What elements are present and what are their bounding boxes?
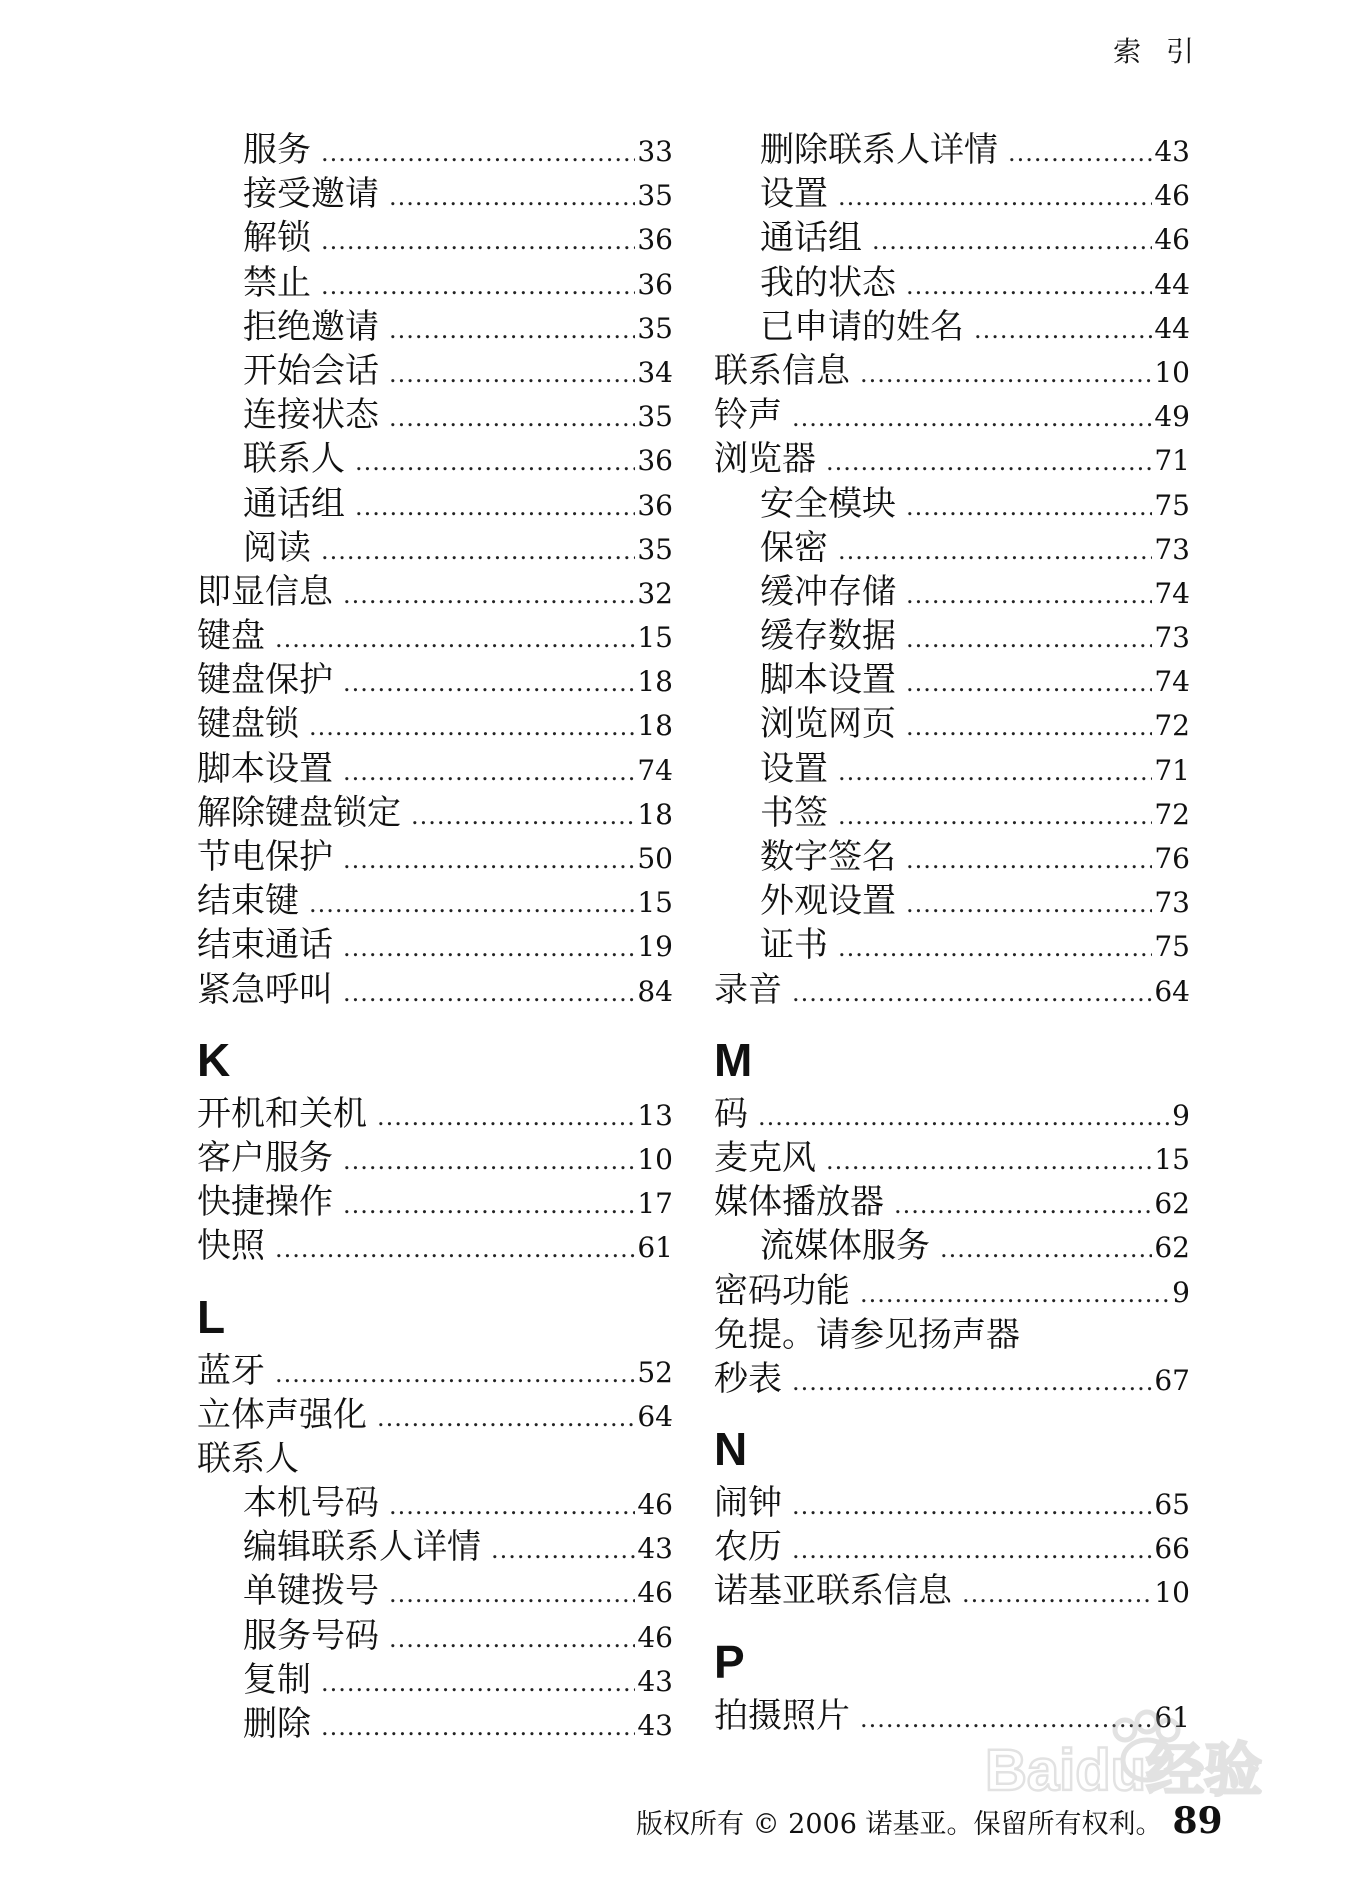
dot-leader <box>860 1272 1170 1316</box>
entry-term: 解锁 <box>243 218 311 259</box>
entry-term: 阅读 <box>243 527 311 568</box>
entry-term: 码 <box>714 1093 748 1134</box>
entry-term: 客户服务 <box>197 1137 333 1178</box>
baidu-watermark <box>975 1700 1285 1800</box>
index-subentry <box>714 747 1190 791</box>
entry-page-number: 64 <box>637 1399 673 1433</box>
dot-leader <box>758 1095 1170 1139</box>
entry-page-number: 74 <box>1154 576 1190 610</box>
entry-term: 通话组 <box>760 218 862 259</box>
dot-leader <box>321 1705 635 1749</box>
dot-leader <box>838 926 1152 970</box>
index-entry <box>197 791 673 835</box>
entry-page-number: 43 <box>1154 135 1190 168</box>
index-subentry <box>714 570 1190 614</box>
index-subentry <box>714 658 1190 702</box>
index-letter-heading: P <box>714 1635 745 1688</box>
dot-leader <box>491 1528 635 1572</box>
dot-leader <box>826 1139 1152 1183</box>
index-subentry <box>714 128 1190 172</box>
entry-term: 安全模块 <box>760 483 896 524</box>
index-entry <box>197 702 673 746</box>
entry-term: 录音 <box>714 969 782 1010</box>
entry-term: 快照 <box>197 1226 265 1267</box>
dot-leader <box>389 175 635 219</box>
entry-page-number: 66 <box>1154 1532 1190 1566</box>
dot-leader <box>355 485 635 529</box>
entry-page-number: 19 <box>637 930 673 964</box>
dot-leader <box>343 1183 635 1227</box>
entry-page-number: 43 <box>637 1709 673 1742</box>
index-subentry <box>197 482 673 526</box>
index-entry <box>714 1569 1190 1613</box>
dot-leader <box>792 1360 1152 1404</box>
watermark-text: Baidu经验 <box>985 1738 1263 1800</box>
dot-leader <box>962 1572 1152 1616</box>
entry-page-number: 18 <box>637 797 673 831</box>
entry-term: 键盘保护 <box>197 660 333 701</box>
index-entry <box>714 393 1190 437</box>
entry-term: 禁止 <box>243 262 311 303</box>
dot-leader <box>974 308 1152 352</box>
entry-page-number: 36 <box>637 223 673 257</box>
index-letter-heading: N <box>714 1423 748 1476</box>
entry-page-number: 10 <box>637 1142 673 1176</box>
entry-page-number: 46 <box>637 1488 673 1522</box>
index-subentry <box>197 216 673 260</box>
entry-term: 联系人 <box>243 439 345 480</box>
entry-page-number: 75 <box>1154 930 1190 964</box>
index-entry <box>197 1393 673 1437</box>
entry-page-number: 35 <box>637 311 673 345</box>
dot-leader <box>321 529 635 573</box>
entry-term: 解除键盘锁定 <box>197 792 401 833</box>
index-entry <box>714 1313 1190 1357</box>
entry-page-number: 73 <box>1154 621 1190 655</box>
index-entry <box>197 835 673 879</box>
page-number: 89 <box>1172 1800 1223 1842</box>
entry-page-number: 35 <box>637 400 673 434</box>
entry-term: 书签 <box>760 792 828 833</box>
dot-leader <box>792 396 1152 440</box>
entry-term: 我的状态 <box>760 262 896 303</box>
index-entry <box>197 614 673 658</box>
entry-term: 脚本设置 <box>760 660 896 701</box>
index-entry <box>714 437 1190 481</box>
entry-page-number: 65 <box>1154 1488 1190 1522</box>
entry-page-number: 17 <box>637 1187 673 1221</box>
entry-page-number: 32 <box>637 576 673 610</box>
entry-term: 节电保护 <box>197 837 333 877</box>
entry-term: 服务号码 <box>243 1615 379 1656</box>
index-subentry <box>197 1525 673 1569</box>
entry-term: 开始会话 <box>243 350 379 391</box>
index-subentry <box>714 791 1190 835</box>
entry-page-number: 18 <box>637 665 673 699</box>
index-subentry <box>197 1702 673 1746</box>
entry-page-number: 10 <box>1154 1576 1190 1610</box>
index-entry <box>197 1136 673 1180</box>
entry-page-number: 46 <box>637 1620 673 1654</box>
entry-page-number: 43 <box>637 1664 673 1698</box>
entry-page-number: 10 <box>1154 355 1190 389</box>
index-entry <box>197 968 673 1012</box>
dot-leader <box>389 396 635 440</box>
dot-leader <box>275 617 635 661</box>
entry-term: 删除联系人详情 <box>760 130 998 170</box>
index-subentry <box>714 835 1190 879</box>
dot-leader <box>321 219 635 263</box>
index-entry <box>197 658 673 702</box>
entry-page-number: 72 <box>1154 709 1190 743</box>
entry-page-number: 74 <box>637 753 673 787</box>
entry-term: 结束键 <box>197 881 299 922</box>
entry-term: 即显信息 <box>197 571 333 612</box>
index-letter-heading: M <box>714 1033 753 1086</box>
entry-term: 联系信息 <box>714 350 850 391</box>
entry-page-number: 35 <box>637 179 673 213</box>
index-entry <box>197 570 673 614</box>
dot-leader <box>389 1572 635 1616</box>
index-subentry <box>714 482 1190 526</box>
entry-term: 删除 <box>243 1704 311 1744</box>
dot-leader <box>906 264 1152 308</box>
index-entry <box>714 349 1190 393</box>
entry-page-number: 15 <box>1154 1142 1190 1176</box>
entry-page-number: 35 <box>637 532 673 566</box>
index-entry <box>714 1136 1190 1180</box>
entry-term: 通话组 <box>243 483 345 524</box>
index-subentry <box>714 923 1190 967</box>
entry-term: 快捷操作 <box>197 1182 333 1223</box>
entry-term: 蓝牙 <box>197 1350 265 1391</box>
dot-leader <box>906 882 1152 926</box>
dot-leader <box>275 1227 635 1271</box>
index-entry <box>197 1224 673 1268</box>
index-subentry <box>714 879 1190 923</box>
paw-icon <box>975 1700 1285 1800</box>
entry-term: 复制 <box>243 1659 311 1700</box>
entry-term: 外观设置 <box>760 881 896 922</box>
index-column-right <box>714 128 1190 1738</box>
index-subentry <box>197 437 673 481</box>
entry-term: 键盘锁 <box>197 704 299 745</box>
dot-leader <box>343 838 635 882</box>
entry-page-number: 44 <box>1154 267 1190 301</box>
index-letter-heading: K <box>197 1033 231 1086</box>
entry-page-number: 61 <box>637 1231 673 1265</box>
entry-term: 服务 <box>243 130 311 170</box>
dot-leader <box>838 794 1152 838</box>
dot-leader <box>343 971 635 1015</box>
dot-leader <box>906 705 1152 749</box>
entry-term: 铃声 <box>714 395 782 436</box>
dot-leader <box>389 1617 635 1661</box>
entry-page-number: 67 <box>1154 1363 1190 1397</box>
index-subentry <box>197 393 673 437</box>
entry-page-number: 13 <box>637 1098 673 1132</box>
entry-term: 缓存数据 <box>760 616 896 657</box>
dot-leader <box>894 1183 1152 1227</box>
entry-term: 密码功能 <box>714 1270 850 1311</box>
index-entry <box>197 1180 673 1224</box>
dot-leader <box>906 617 1152 661</box>
copyright-text: 版权所有 © 2006 诺基亚。保留所有权利。 <box>636 1809 1163 1840</box>
entry-page-number: 9 <box>1172 1275 1190 1309</box>
dot-leader <box>872 219 1152 263</box>
dot-leader <box>389 352 635 396</box>
index-entry <box>714 1269 1190 1313</box>
dot-leader <box>411 794 635 838</box>
index-subentry <box>197 172 673 216</box>
dot-leader <box>792 971 1152 1015</box>
dot-leader <box>838 750 1152 794</box>
entry-page-number: 9 <box>1172 1098 1190 1132</box>
index-entry <box>714 1481 1190 1525</box>
entry-page-number: 49 <box>1154 400 1190 434</box>
entry-page-number: 36 <box>637 444 673 478</box>
index-entry <box>197 1437 673 1481</box>
entry-page-number: 84 <box>637 974 673 1008</box>
index-subentry <box>197 1569 673 1613</box>
entry-term: 数字签名 <box>760 837 896 877</box>
dot-leader <box>309 705 635 749</box>
index-subentry <box>714 702 1190 746</box>
dot-leader <box>826 440 1152 484</box>
entry-page-number: 46 <box>1154 223 1190 257</box>
entry-term: 浏览器 <box>714 439 816 480</box>
index-subentry <box>714 172 1190 216</box>
index-subentry <box>714 305 1190 349</box>
dot-leader <box>343 1139 635 1183</box>
section-header: 索 引 <box>1113 35 1202 68</box>
dot-leader <box>321 1661 635 1705</box>
entry-page-number: 18 <box>637 709 673 743</box>
dot-leader <box>940 1227 1152 1271</box>
entry-term: 连接状态 <box>243 395 379 436</box>
dot-leader <box>377 1095 635 1139</box>
entry-term: 设置 <box>760 748 828 789</box>
index-subentry <box>714 1224 1190 1268</box>
entry-term: 已申请的姓名 <box>760 306 964 347</box>
dot-leader <box>377 1396 635 1440</box>
entry-page-number: 52 <box>637 1355 673 1389</box>
entry-term: 秒表 <box>714 1358 782 1399</box>
index-entry <box>714 968 1190 1012</box>
dot-leader <box>321 264 635 308</box>
index-entry <box>197 1092 673 1136</box>
dot-leader <box>906 838 1152 882</box>
entry-term: 麦克风 <box>714 1137 816 1178</box>
index-entry <box>714 1180 1190 1224</box>
entry-page-number: 62 <box>1154 1187 1190 1221</box>
entry-term: 媒体播放器 <box>714 1182 884 1223</box>
entry-term: 本机号码 <box>243 1483 379 1524</box>
entry-term: 缓冲存储 <box>760 571 896 612</box>
entry-page-number: 36 <box>637 488 673 522</box>
entry-term: 浏览网页 <box>760 704 896 745</box>
entry-page-number: 43 <box>637 1532 673 1566</box>
page-footer <box>636 1800 1223 1842</box>
entry-term: 接受邀请 <box>243 174 379 215</box>
entry-page-number: 15 <box>637 886 673 920</box>
index-subentry <box>197 128 673 172</box>
entry-page-number: 46 <box>1154 179 1190 213</box>
entry-term: 闹钟 <box>714 1483 782 1524</box>
index-subentry <box>197 305 673 349</box>
entry-term: 免提。请参见扬声器 <box>714 1314 1020 1355</box>
entry-page-number: 15 <box>637 621 673 655</box>
index-subentry <box>197 1614 673 1658</box>
dot-leader <box>860 352 1152 396</box>
entry-term: 设置 <box>760 174 828 215</box>
entry-term: 拍摄照片 <box>714 1695 850 1736</box>
entry-page-number: 61 <box>1154 1700 1190 1734</box>
index-subentry <box>197 1481 673 1525</box>
entry-term: 紧急呼叫 <box>197 969 333 1010</box>
index-entry <box>197 923 673 967</box>
entry-term: 键盘 <box>197 616 265 657</box>
entry-page-number: 62 <box>1154 1231 1190 1265</box>
index-entry <box>714 1092 1190 1136</box>
entry-term: 拒绝邀请 <box>243 306 379 347</box>
dot-leader <box>343 926 635 970</box>
index-subentry <box>197 1658 673 1702</box>
index-entry <box>197 879 673 923</box>
dot-leader <box>343 661 635 705</box>
dot-leader <box>906 485 1152 529</box>
dot-leader <box>1008 131 1152 175</box>
entry-page-number: 46 <box>637 1576 673 1610</box>
dot-leader <box>309 882 635 926</box>
dot-leader <box>343 750 635 794</box>
entry-page-number: 71 <box>1154 753 1190 787</box>
entry-term: 诺基亚联系信息 <box>714 1571 952 1612</box>
dot-leader <box>838 175 1152 219</box>
entry-term: 保密 <box>760 527 828 568</box>
dot-leader <box>906 661 1152 705</box>
dot-leader <box>275 1352 635 1396</box>
index-subentry <box>714 216 1190 260</box>
dot-leader <box>792 1484 1152 1528</box>
index-entry <box>197 1349 673 1393</box>
index-subentry <box>197 526 673 570</box>
dot-leader <box>906 573 1152 617</box>
entry-term: 证书 <box>760 925 828 966</box>
index-subentry <box>714 261 1190 305</box>
index-entry <box>714 1357 1190 1401</box>
dot-leader <box>389 1484 635 1528</box>
index-subentry <box>714 526 1190 570</box>
entry-page-number: 33 <box>637 135 673 168</box>
entry-term: 脚本设置 <box>197 748 333 789</box>
entry-page-number: 76 <box>1154 842 1190 875</box>
entry-page-number: 34 <box>637 355 673 389</box>
entry-term: 立体声强化 <box>197 1394 367 1435</box>
index-entry <box>197 747 673 791</box>
entry-term: 结束通话 <box>197 925 333 966</box>
entry-term: 单键拨号 <box>243 1571 379 1612</box>
entry-page-number: 73 <box>1154 886 1190 920</box>
entry-page-number: 44 <box>1154 311 1190 345</box>
dot-leader <box>389 308 635 352</box>
entry-page-number: 64 <box>1154 974 1190 1008</box>
dot-leader <box>838 529 1152 573</box>
entry-term: 流媒体服务 <box>760 1226 930 1267</box>
index-subentry <box>197 349 673 393</box>
entry-page-number: 74 <box>1154 665 1190 699</box>
entry-page-number: 50 <box>637 842 673 875</box>
dot-leader <box>792 1528 1152 1572</box>
entry-term: 编辑联系人详情 <box>243 1527 481 1568</box>
entry-term: 农历 <box>714 1527 782 1568</box>
index-subentry <box>714 614 1190 658</box>
index-subentry <box>197 261 673 305</box>
index-letter-heading: L <box>197 1290 226 1343</box>
index-column-left <box>197 128 673 1746</box>
entry-page-number: 36 <box>637 267 673 301</box>
index-entry <box>714 1525 1190 1569</box>
dot-leader <box>343 573 635 617</box>
entry-page-number: 71 <box>1154 444 1190 478</box>
entry-page-number: 73 <box>1154 532 1190 566</box>
dot-leader <box>321 131 635 175</box>
entry-term: 联系人 <box>197 1438 299 1479</box>
entry-page-number: 75 <box>1154 488 1190 522</box>
entry-term: 开机和关机 <box>197 1093 367 1134</box>
entry-page-number: 72 <box>1154 797 1190 831</box>
dot-leader <box>355 440 635 484</box>
